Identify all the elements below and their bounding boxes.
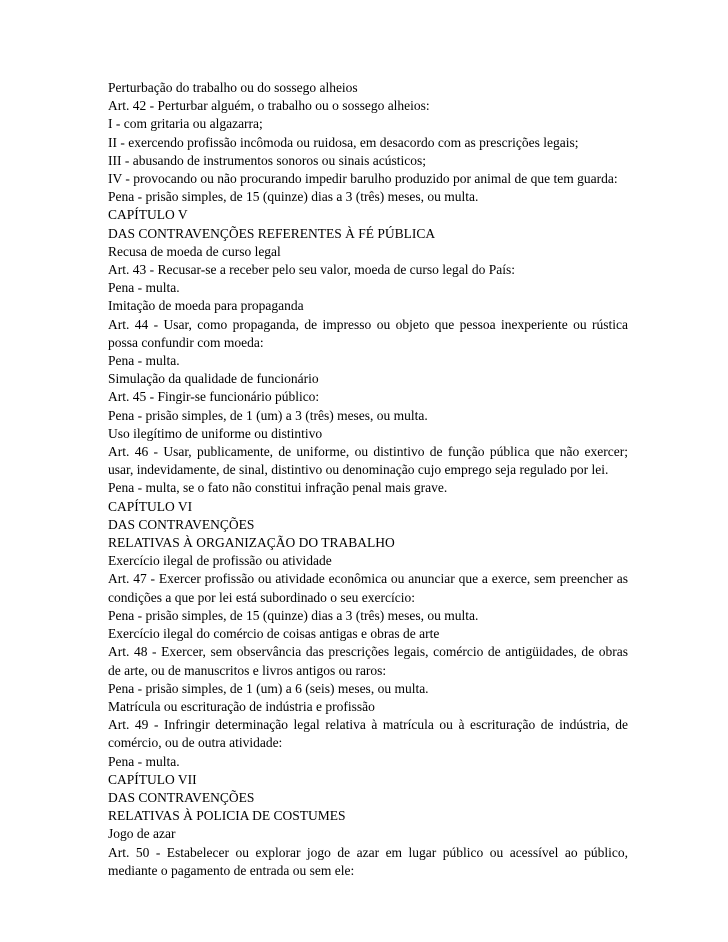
article-paragraph: Art. 44 - Usar, como propaganda, de impresso ou objeto que pessoa inexperiente ou rústica possa confundir com moeda: [108, 316, 628, 350]
chapter-subtitle: DAS CONTRAVENÇÕES REFERENTES À FÉ PÚBLICA [108, 225, 436, 241]
heading-line: Jogo de azar [108, 826, 176, 842]
item-line: I - com gritaria ou algazarra; [108, 116, 263, 132]
item-line: II - exercendo profissão incômoda ou ruidosa, em desacordo com as prescrições legais; [108, 134, 579, 150]
heading-line: Imitação de moeda para propaganda [108, 298, 304, 314]
penalty-line: Pena - prisão simples, de 15 (quinze) dias a 3 (três) meses, ou multa. [108, 189, 479, 205]
article-line: Art. 45 - Fingir-se funcionário público: [108, 389, 320, 405]
penalty-line: Pena - prisão simples, de 1 (um) a 3 (três) meses, ou multa. [108, 407, 428, 423]
document-page [108, 79, 628, 880]
heading-line: Perturbação do trabalho ou do sossego alheios [108, 80, 358, 95]
chapter-subtitle: RELATIVAS À POLICIA DE COSTUMES [108, 808, 346, 824]
penalty-line: Pena - multa, se o fato não constitui infração penal mais grave. [108, 480, 448, 496]
chapter-subtitle: RELATIVAS À ORGANIZAÇÃO DO TRABALHO [108, 535, 395, 551]
penalty-line: Pena - multa. [108, 280, 180, 296]
penalty-line: Pena - multa. [108, 353, 180, 369]
chapter-subtitle: DAS CONTRAVENÇÕES [108, 789, 255, 805]
heading-line: Exercício ilegal de profissão ou atividade [108, 553, 332, 569]
chapter-title: CAPÍTULO VII [108, 771, 197, 787]
heading-line: Matrícula ou escrituração de indústria e profissão [108, 698, 375, 714]
chapter-title: CAPÍTULO VI [108, 498, 193, 514]
penalty-line: Pena - multa. [108, 753, 180, 769]
heading-line: Uso ilegítimo de uniforme ou distintivo [108, 425, 323, 441]
article-paragraph: Art. 50 - Estabelecer ou explorar jogo de azar em lugar público ou acessível ao público, mediante o pagamento de entrada ou sem ele: [108, 844, 628, 878]
heading-line: Exercício ilegal do comércio de coisas antigas e obras de arte [108, 626, 440, 642]
article-line: Art. 42 - Perturbar alguém, o trabalho ou o sossego alheios: [108, 98, 430, 114]
chapter-subtitle: DAS CONTRAVENÇÕES [108, 516, 255, 532]
item-paragraph: IV - provocando ou não procurando impedir barulho produzido por animal de que tem guarda: [108, 171, 618, 187]
article-paragraph: Art. 46 - Usar, publicamente, de uniforme, ou distintivo de função pública que não exercer; usar, indevidamente, de sinal, distintivo ou denominação cujo emprego seja regulado por lei. [108, 444, 628, 478]
article-paragraph: Art. 48 - Exercer, sem observância das prescrições legais, comércio de antigüidades, de obras de arte, ou de manuscritos e livros antigos ou raros: [108, 644, 628, 678]
article-line: Art. 43 - Recusar-se a receber pelo seu valor, moeda de curso legal do País: [108, 262, 516, 278]
article-paragraph: Art. 49 - Infringir determinação legal relativa à matrícula ou à escrituração de indústria, de comércio, ou de outra atividade: [108, 717, 628, 751]
item-line: III - abusando de instrumentos sonoros ou sinais acústicos; [108, 152, 426, 168]
heading-line: Simulação da qualidade de funcionário [108, 371, 319, 387]
heading-line: Recusa de moeda de curso legal [108, 243, 281, 259]
chapter-title: CAPÍTULO V [108, 207, 188, 223]
article-paragraph: Art. 47 - Exercer profissão ou atividade econômica ou anunciar que a exerce, sem preencher as condições a que por lei está subordinado o seu exercício: [108, 571, 628, 605]
penalty-line: Pena - prisão simples, de 15 (quinze) dias a 3 (três) meses, ou multa. [108, 607, 479, 623]
penalty-line: Pena - prisão simples, de 1 (um) a 6 (seis) meses, ou multa. [108, 680, 429, 696]
